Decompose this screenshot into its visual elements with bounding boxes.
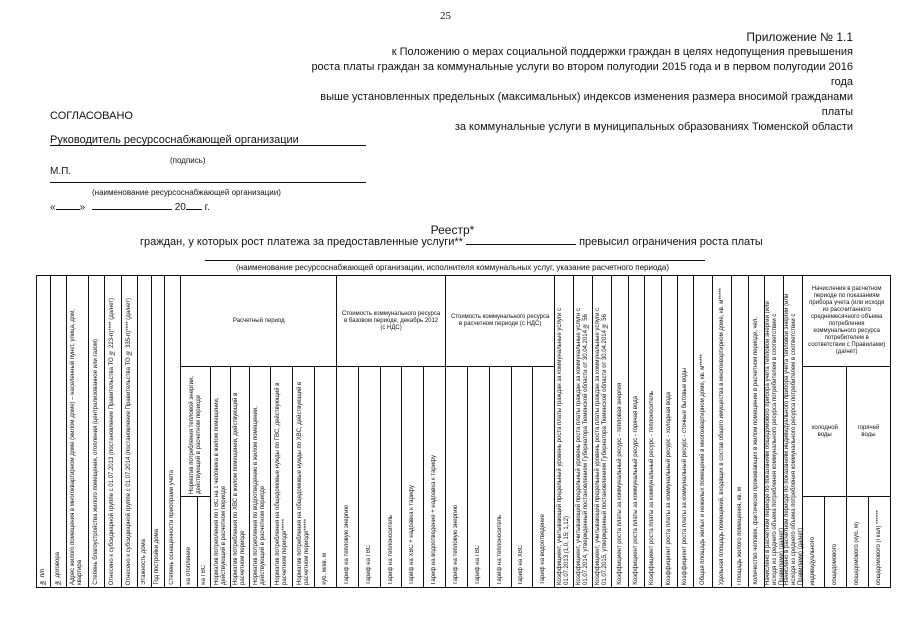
accrual-meter-header: Начисления в расчетном периоде по показаниям прибора учета (или исходя из рассчитанного среднемесячного объема потребления коммунального ресурса потребителем в соответствии с Правилами) (да/нет) <box>803 276 891 367</box>
sub-hot-water: горячей воды <box>847 367 891 497</box>
col-group-2013: Отнесено к субсидиарной группе с 01.07.2013 (постановление Правительства ТО № 223-п)**** (да/нет) <box>105 276 121 588</box>
col-year: Год постройки дома <box>151 276 165 588</box>
tariff-current-hvs: Тариф на ХВС <box>511 367 533 588</box>
appendix-title: Приложение № 1.1 <box>746 30 853 44</box>
head-title: Руководитель ресурсоснабжающей организации <box>50 134 299 146</box>
coefficient-heat: Коэффициент роста платы за коммунальный ресурс - тепловая энергия <box>612 276 628 588</box>
col-group-2014: Отнесено к субсидиарной группе с 01.07.2014 (постановление Правительства ТО № 335-п)**** (да/нет) <box>121 276 137 588</box>
reestr-text-1: граждан, у которых рост платежа за предоставленные услуги** <box>140 236 463 248</box>
sp-heat-norm: Норматив потребления тепловой энергии, действующий в расчетном периоде <box>181 367 211 497</box>
appendix-line: за коммунальные услуги в муниципальных образованиях Тюменской области <box>454 121 853 133</box>
appendix-line: роста платы граждан за коммунальные услуги во втором полугодии 2015 года и в первом полугодии 2016 года <box>311 61 853 88</box>
col-total-area: Общая площадь жилых и нежилых помещений в многоквартирном доме, кв. м***** <box>694 276 713 588</box>
col-accrual-individual: Начислено в расчетном периоде по показаниям индивидуального прибора учета тепловой энергии (или исходя из среднего объема потребления коммунального ресурса потребителем в соответствии с Правилами) (да/нет) <box>784 276 803 588</box>
date-open-quote: « <box>50 202 56 213</box>
sp-common-norm: Норматив потребления на общедомовые нужды по ГВС, действующий в расчетном периоде***** <box>271 367 293 588</box>
tariff-base-gvs: Тариф на ГВС <box>358 367 380 588</box>
tariff-current-gvs: Тариф на ГВС <box>467 367 489 588</box>
coefficient-2013: Коэффициент, учитывающий предельный уровень роста платы граждан за коммунальные услуги с 01.07.2013 (1,0, 15; 1,12) <box>555 276 574 588</box>
appendix-line: выше установленных предельных (максимальных) индексов изменения размера вносимой гражданами платы <box>320 91 853 118</box>
sub-cold-water: холодной воды <box>803 367 847 497</box>
sp-heat-unit-heating: на отопление <box>181 497 197 588</box>
date-year: 20 <box>174 202 186 213</box>
sp-heat-unit-gvs: на ГВС <box>197 497 211 588</box>
coefficient-2014: Коэффициент, учитывающий предельный уровень роста платы граждан за коммунальные услуги с 01.07.2014, утвержденный постановлением Губернатора Тюменской области от 30.04.2014 № 56 <box>574 276 593 588</box>
coefficient-heat-carrier: Коэффициент роста платы за коммунальный ресурс - теплоноситель <box>645 276 661 588</box>
col-accrual-common: Начислено в расчетном периоде по показаниям общедомового прибора учета тепловой энергии (или исходя из среднего объема потребления коммунального ресурса потребителем в соответствии с Правилами) (да/нет) <box>765 276 784 588</box>
col-meters: Степень оснащенности приборами учета <box>165 276 181 588</box>
registry-table <box>36 275 891 588</box>
sp-gvs-norm: Норматив потребления по ГВС на 1 человека в жилом помещении, действующий в расчетном периоде <box>211 367 230 588</box>
sub-hot-common-gcal: общедомового (Гкал) ****** <box>868 497 890 588</box>
sp-hvs-norm: Норматив потребления по ХВС в жилом помещении, действующий в расчетном периоде <box>230 367 249 588</box>
tariff-base-heat: Тариф на тепловую энергию <box>337 367 359 588</box>
tariff-base-carrier: Тариф на теплоноситель <box>380 367 402 588</box>
coefficient-2015: Коэффициент, учитывающий предельный уровень роста платы граждан за коммунальные услуги с 01.07.2015, утвержденный постановлением Губернатора Тюменской области от 30.04.2014 № 56 <box>593 276 612 588</box>
col-people: Количество человек, фактически проживающих в жилом помещении в расчетном периоде, чел. <box>748 276 764 588</box>
reestr-blank <box>466 244 576 245</box>
agreed-label: СОГЛАСОВАНО <box>50 110 133 122</box>
date-line <box>50 202 210 213</box>
sp-unit: куб. м/кв. м <box>315 367 337 588</box>
col-improvement: Степень благоустройства жилого помещения, отопления (централизованное или газом) <box>88 276 104 588</box>
mp-label: М.П. <box>50 166 72 177</box>
coefficient-cold-water: Коэффициент роста платы за коммунальный ресурс - холодная вода <box>661 276 677 588</box>
coefficient-hot-water: Коэффициент роста платы за коммунальный ресурс - горячая вода <box>628 276 644 588</box>
sub-hot-common-m3: общедомового (куб. м) <box>847 497 869 588</box>
date-close-quote: » <box>79 202 86 213</box>
settlement-period-header: Расчетный период <box>181 276 337 367</box>
col-contract: № договора <box>50 276 66 588</box>
col-num: № п/п <box>37 276 51 588</box>
sub-cold-common: общедомового <box>825 497 847 588</box>
org-caption: (наименование ресурсоснабжающей организации) <box>92 188 281 197</box>
appendix-header <box>293 30 853 135</box>
tariff-base-hvs: Тариф на ХВС + надбавка к тарифу <box>402 367 424 588</box>
sub-cold-individual: индивидуального <box>803 497 825 588</box>
reestr-caption: (наименование ресурсоснабжающей организации, исполнителя коммунальных услуг, указание расчетного периода) <box>236 263 669 272</box>
col-living-area: Площадь жилого помещения, кв. м <box>732 276 748 588</box>
coefficient-sewage: Коэффициент роста платы за коммунальный ресурс - сточные бытовые воды <box>677 276 693 588</box>
tariff-current-drain: Тариф на водоотведение <box>533 367 555 588</box>
date-suffix: г. <box>204 202 210 213</box>
org-line <box>50 182 366 183</box>
col-address: Адрес жилого помещения в многоквартирном доме (жилом доме) – населенный пункт, улица, дом, квартира <box>66 276 88 588</box>
reestr-line <box>140 236 763 248</box>
appendix-line: к Положению о мерах социальной поддержки граждан в целях недопущения превышения <box>391 46 853 58</box>
tariff-current-heat: Тариф на тепловую энергию <box>446 367 468 588</box>
page-number: 25 <box>440 10 451 22</box>
sp-drain-norm: Норматив потребления по водоотведению в жилом помещении, действующий в расчетном периоде <box>249 367 271 588</box>
tariff-base-drain: Тариф на водоотведение + надбавка к тарифу <box>424 367 446 588</box>
signature-caption: (подпись) <box>170 156 206 165</box>
reestr-title: Реестр* <box>430 223 475 237</box>
reestr-org-line <box>205 260 705 261</box>
col-floors: Этажность дома <box>137 276 151 588</box>
cost-base-header: Стоимость коммунального ресурса в базовом периоде, декабрь 2012 (с НДС) <box>337 276 446 367</box>
signature-line <box>50 145 366 146</box>
sp-common-hvs-norm: Норматив потребления на общедомовые нужды по ХВС, действующий в расчетном периоде***** <box>293 367 315 588</box>
col-share-area: Удельная площадь помещений, входящих в состав общего имущества в многоквартирном доме, кв. м***** <box>713 276 732 588</box>
reestr-text-2: превысил ограничения роста платы <box>579 236 763 248</box>
tariff-current-carrier: Тариф на теплоноситель <box>489 367 511 588</box>
cost-current-header: Стоимость коммунального ресурса в расчетном периоде (с НДС) <box>446 276 555 367</box>
